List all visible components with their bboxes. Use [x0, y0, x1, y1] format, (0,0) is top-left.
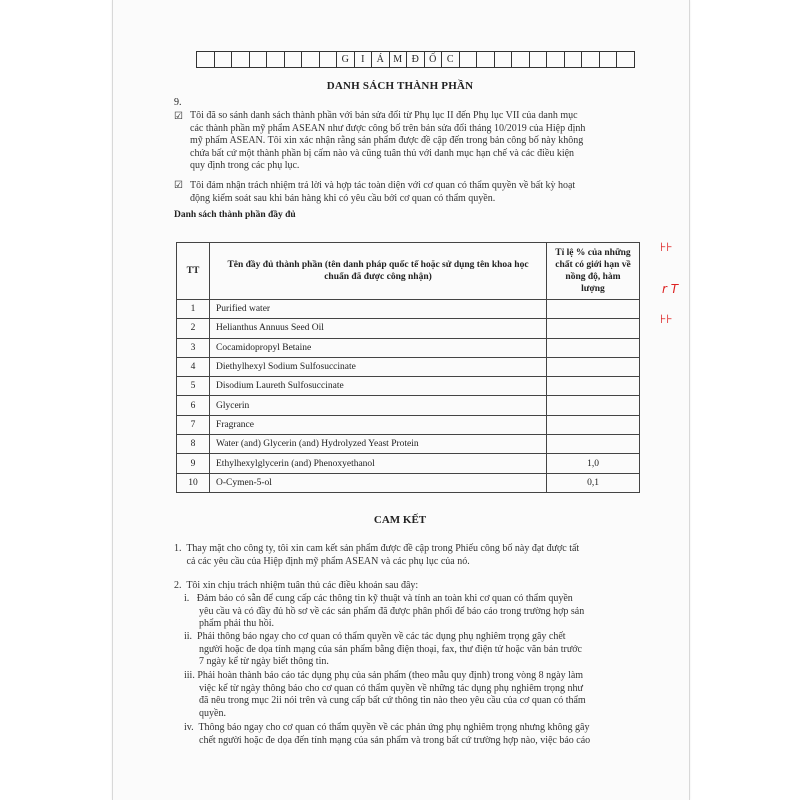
- header-box-cell: [581, 51, 600, 68]
- header-box-cell: [459, 51, 478, 68]
- checkbox-icon: ☑: [174, 180, 183, 191]
- header-box-cell: [476, 51, 495, 68]
- header-box-cell: [284, 51, 303, 68]
- row-number: 3: [177, 338, 210, 357]
- header-box-cell: [214, 51, 233, 68]
- header-box-cell: G: [336, 51, 355, 68]
- header-box-cell: Đ: [406, 51, 425, 68]
- ingredient-name: Ethylhexylglycerin (and) Phenoxyethanol: [210, 454, 547, 473]
- header-box-row: [197, 51, 635, 68]
- header-box-cell: [511, 51, 530, 68]
- commitment-2-ii: ii. Phải thông báo ngay cho cơ quan có thẩm quyền về các tác dụng phụ nghiêm trọng gây chết người hoặc đe dọa tính mạng của sản phẩm bằng điện thoại, fax, thư điện tử hoặc văn bản trước 7 ngày kể từ ngày biết thông tin.: [184, 631, 582, 668]
- header-box-cell: [319, 51, 338, 68]
- table-header-row: [177, 243, 640, 300]
- header-tt: TT: [177, 243, 210, 300]
- ingredient-ratio: [547, 415, 640, 434]
- table-row: [177, 319, 640, 338]
- row-number: 5: [177, 377, 210, 396]
- table-row: [177, 396, 640, 415]
- section-number: 9.: [174, 97, 182, 108]
- ingredient-ratio: [547, 338, 640, 357]
- header-box-cell: [196, 51, 215, 68]
- header-box-cell: [249, 51, 268, 68]
- stamp-mark: r T: [662, 282, 679, 296]
- ingredient-name: Fragrance: [210, 415, 547, 434]
- stamp-mark: ⊦⊦: [660, 312, 673, 326]
- table-row: [177, 377, 640, 396]
- commitment-2-intro: 2. Tôi xin chịu trách nhiệm tuân thủ các điều khoản sau đây:: [174, 580, 419, 591]
- header-box-cell: [564, 51, 583, 68]
- ingredient-name: Helianthus Annuus Seed Oil: [210, 319, 547, 338]
- header-box-cell: [599, 51, 618, 68]
- declaration-2: Tôi đảm nhận trách nhiệm trả lời và hợp tác toàn diện với cơ quan có thẩm quyền về bất kỳ hoạt động kiểm soát sau khi bán hàng khi có yêu cầu bởi cơ quan có thẩm quyền.: [190, 180, 576, 204]
- ingredient-ratio: [547, 357, 640, 376]
- table-row: [177, 415, 640, 434]
- table-row: [177, 473, 640, 492]
- header-box-cell: [231, 51, 250, 68]
- ingredient-name: Disodium Laureth Sulfosuccinate: [210, 377, 547, 396]
- stamp-mark: ⊦⊦: [660, 240, 673, 254]
- ingredient-ratio: 0,1: [547, 473, 640, 492]
- row-number: 8: [177, 435, 210, 454]
- ingredient-list-heading: Danh sách thành phần đầy đủ: [174, 210, 296, 220]
- declaration-1: Tôi đã so sánh danh sách thành phần với bản sửa đổi từ Phụ lục II đến Phụ lục VII của danh mục các thành phần mỹ phẩm ASEAN như được công bố trên bản sửa đổi tháng 10/2019 của Hiệp định mỹ phẩm ASEAN. Tôi xin xác nhận rằng sản phẩm được đề cập đến trong bản công bố này không chứa bất cứ một thành phần bị cấm nào và cũng tuân thủ với danh mục hạn chế và các điều kiện quy định trong các phụ lục.: [190, 110, 586, 172]
- ingredient-name: O-Cymen-5-ol: [210, 473, 547, 492]
- ingredient-name: Water (and) Glycerin (and) Hydrolyzed Yeast Protein: [210, 435, 547, 454]
- header-box-cell: C: [441, 51, 460, 68]
- header-box-cell: M: [389, 51, 408, 68]
- commitment-2-iii: iii. Phải hoàn thành báo cáo tác dụng phụ của sản phẩm (theo mẫu quy định) trong vòng 8 ngày làm việc kể từ ngày thông báo cho cơ quan có thẩm quyền về những tác dụng phụ nghiêm trọng như đã nêu trong mục 2ii nói trên và cung cấp bất cứ thông tin nào theo yêu cầu của cơ quan có thẩm quyền.: [184, 670, 586, 719]
- ingredient-ratio: [547, 319, 640, 338]
- header-box-cell: Á: [371, 51, 390, 68]
- commitment-1: 1. Thay mặt cho công ty, tôi xin cam kết sản phẩm được đề cập trong Phiếu công bố này đạt được tất cả các yêu cầu của Hiệp định mỹ phẩm ASEAN và các phụ lục của nó.: [174, 543, 580, 567]
- ingredient-ratio: [547, 396, 640, 415]
- row-number: 10: [177, 473, 210, 492]
- header-box-cell: Ố: [424, 51, 443, 68]
- commitment-2-iv: iv. Thông báo ngay cho cơ quan có thẩm quyền về các phản ứng phụ nghiêm trọng nhưng không gây chết người hoặc đe dọa đến tính mạng của sản phẩm và trong bất cứ trường hợp nào, việc báo cáo: [184, 722, 591, 746]
- table-row: [177, 300, 640, 319]
- ingredient-name: Glycerin: [210, 396, 547, 415]
- ingredient-name: Cocamidopropyl Betaine: [210, 338, 547, 357]
- header-box-cell: [301, 51, 320, 68]
- table-row: [177, 338, 640, 357]
- header-box-cell: [266, 51, 285, 68]
- row-number: 2: [177, 319, 210, 338]
- commitment-title: CAM KẾT: [373, 514, 427, 526]
- ingredient-name: Purified water: [210, 300, 547, 319]
- row-number: 7: [177, 415, 210, 434]
- header-box-cell: I: [354, 51, 373, 68]
- row-number: 9: [177, 454, 210, 473]
- row-number: 1: [177, 300, 210, 319]
- header-ratio: Tỉ lệ % của những chất có giới hạn về nồng độ, hàm lượng: [547, 243, 640, 300]
- ingredient-ratio: [547, 435, 640, 454]
- row-number: 4: [177, 357, 210, 376]
- checkbox-icon: ☑: [174, 111, 183, 122]
- document-title: DANH SÁCH THÀNH PHẦN: [326, 80, 474, 92]
- header-box-cell: [529, 51, 548, 68]
- ingredient-name: Diethylhexyl Sodium Sulfosuccinate: [210, 357, 547, 376]
- header-name: Tên đầy đủ thành phần (tên danh pháp quốc tế hoặc sử dụng tên khoa học chuẩn đã được công nhận): [210, 243, 547, 300]
- ingredient-ratio: [547, 300, 640, 319]
- row-number: 6: [177, 396, 210, 415]
- header-box-cell: [616, 51, 635, 68]
- table-row: [177, 454, 640, 473]
- table-row: [177, 357, 640, 376]
- commitment-2-i: i. Đảm bảo có sẵn để cung cấp các thông tin kỹ thuật và tính an toàn khi cơ quan có thẩm quyền yêu cầu và có đầy đủ hồ sơ về các sản phẩm đã được phân phối để báo cáo trong trường hợp sản phẩm phải thu hồi.: [184, 593, 585, 630]
- ingredient-ratio: 1,0: [547, 454, 640, 473]
- ingredient-table: [176, 242, 640, 493]
- table-row: [177, 435, 640, 454]
- header-box-cell: [494, 51, 513, 68]
- header-box-cell: [546, 51, 565, 68]
- ingredient-ratio: [547, 377, 640, 396]
